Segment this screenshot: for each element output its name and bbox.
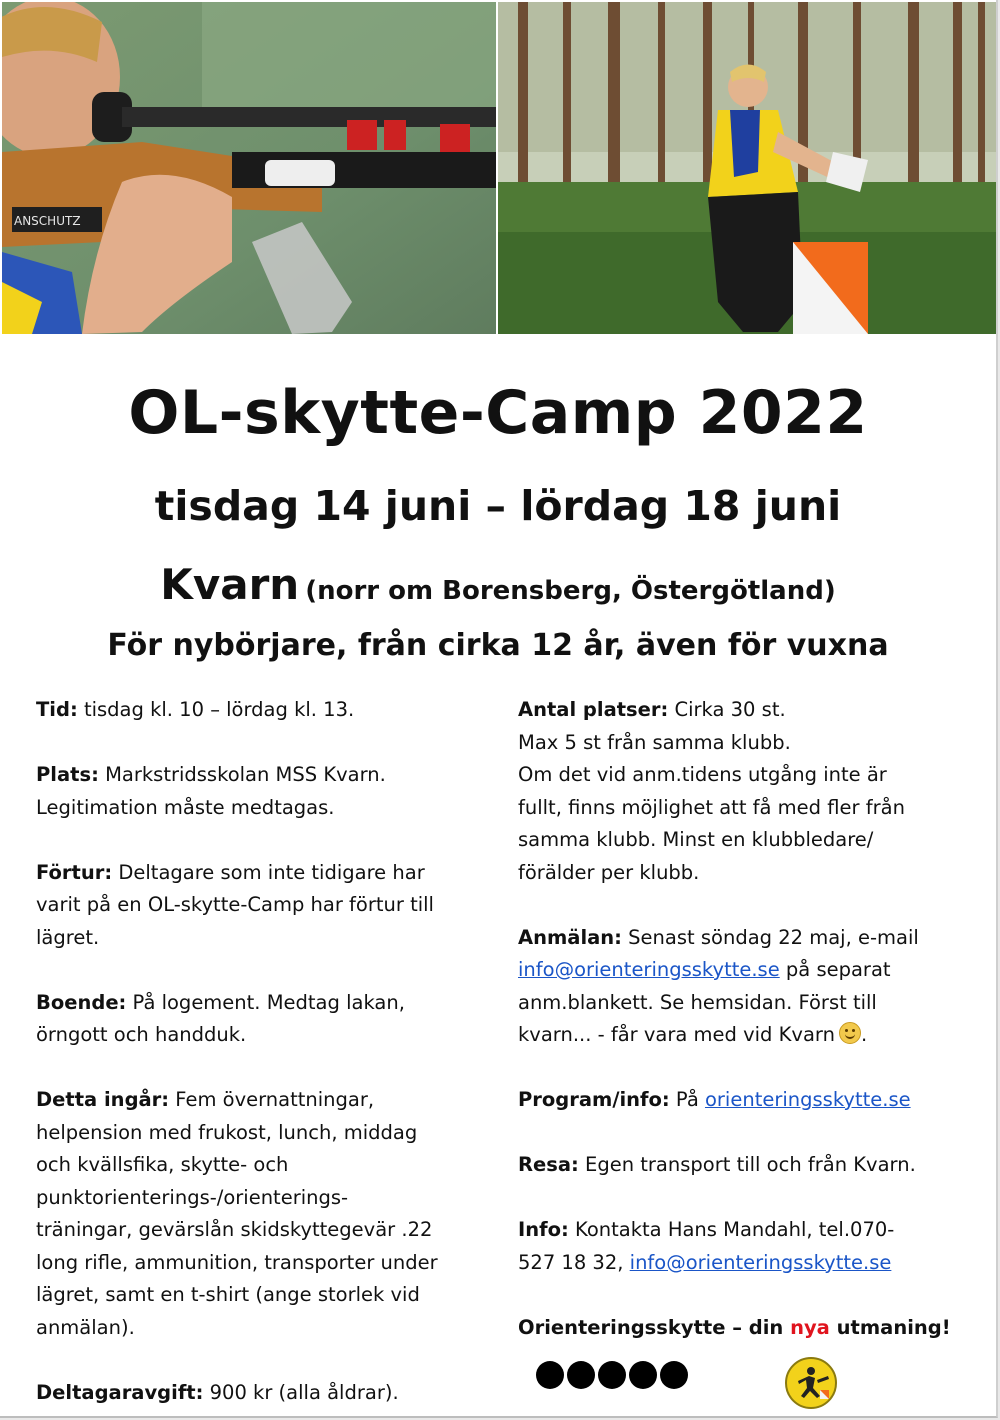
spots-text: Max 5 st från samma klubb. bbox=[518, 730, 791, 754]
fee-info bbox=[36, 1377, 496, 1410]
target-dot-icon bbox=[660, 1361, 688, 1389]
target-dot-icon bbox=[629, 1361, 657, 1389]
travel-label: Resa: bbox=[518, 1153, 579, 1176]
shooter-photo bbox=[2, 2, 496, 334]
registration-text: . bbox=[860, 1023, 868, 1046]
website-link[interactable]: orienteringsskytte.se bbox=[704, 1088, 911, 1111]
accommodation-text: örngott och handduk. bbox=[36, 1023, 247, 1046]
priority-text: varit på en OL-skytte-Camp har förtur till bbox=[36, 893, 434, 916]
included-text: träningar, gevärslån skidskyttegevär .22 bbox=[36, 1218, 433, 1241]
right-column bbox=[518, 694, 968, 1344]
rifle-brand-text: ANSCHUTZ bbox=[14, 214, 81, 228]
target-dots-icon bbox=[536, 1361, 688, 1389]
included-text: Fem övernattningar, bbox=[169, 1088, 375, 1111]
time-info bbox=[36, 694, 496, 727]
contact-email-link[interactable]: info@orienteringsskytte.se bbox=[629, 1250, 892, 1274]
venue-text: Markstridsskolan MSS Kvarn. bbox=[98, 763, 386, 786]
contact-label: Info: bbox=[518, 1218, 569, 1241]
accommodation-text: På logement. Medtag lakan, bbox=[126, 990, 405, 1014]
contact-info bbox=[518, 1214, 968, 1279]
target-audience: För nybörjare, från cirka 12 år, även för vuxna bbox=[107, 628, 889, 663]
included-label: Detta ingår: bbox=[36, 1088, 170, 1111]
registration-label: Anmälan: bbox=[518, 925, 622, 949]
priority-info bbox=[36, 857, 496, 955]
location-detail: (norr om Borensberg, Östergötland) bbox=[305, 576, 836, 606]
fee-text: 900 kr (alla åldrar). bbox=[203, 1380, 399, 1404]
spots-text: fullt, finns möjlighet att få med fler från bbox=[518, 795, 905, 819]
location-name: Kvarn bbox=[160, 560, 300, 609]
accommodation-label: Boende: bbox=[36, 990, 127, 1014]
spots-text: samma klubb. Minst en klubbledare/ bbox=[518, 828, 874, 851]
included-text: anmälan). bbox=[36, 1315, 135, 1339]
time-text: tisdag kl. 10 – lördag kl. 13. bbox=[77, 698, 355, 721]
travel-info bbox=[518, 1149, 968, 1182]
smiley-icon bbox=[839, 1022, 861, 1044]
event-dates: tisdag 14 juni – lördag 18 juni bbox=[154, 482, 842, 530]
target-dot-icon bbox=[567, 1361, 595, 1389]
contact-phone: 527 18 32, bbox=[518, 1250, 624, 1274]
orienteringsskytte-logo-icon bbox=[784, 1356, 838, 1410]
spots-info bbox=[518, 694, 968, 889]
program-label: Program/info: bbox=[518, 1088, 670, 1111]
program-info bbox=[518, 1084, 968, 1117]
spots-label: Antal platser: bbox=[518, 698, 669, 721]
venue-text: Legitimation måste medtagas. bbox=[36, 795, 335, 819]
contact-text: Kontakta Hans Mandahl, tel.070- bbox=[568, 1218, 895, 1241]
program-text: På bbox=[669, 1088, 705, 1111]
tagline-highlight: nya bbox=[790, 1315, 830, 1339]
registration-info bbox=[518, 922, 968, 1052]
registration-text: anm.blankett. Se hemsidan. Först till bbox=[518, 990, 877, 1014]
priority-text: lägret. bbox=[36, 925, 100, 949]
included-text: och kvällsfika, skytte- och bbox=[36, 1153, 289, 1176]
venue-label: Plats: bbox=[36, 763, 99, 786]
included-text: long rifle, ammunition, transporter under bbox=[36, 1250, 438, 1274]
included-text: helpension med frukost, lunch, middag bbox=[36, 1120, 418, 1144]
travel-text: Egen transport till och från Kvarn. bbox=[578, 1153, 916, 1176]
included-text: lägret, samt en t-shirt (ange storlek vid bbox=[36, 1283, 420, 1306]
fee-label: Deltagaravgift: bbox=[36, 1380, 204, 1404]
spots-text: Cirka 30 st. bbox=[668, 698, 786, 721]
spots-text: förälder per klubb. bbox=[518, 860, 700, 884]
tagline bbox=[518, 1312, 968, 1345]
priority-text: Deltagare som inte tidigare har bbox=[112, 860, 425, 884]
page-title: OL-skytte-Camp 2022 bbox=[128, 378, 868, 448]
priority-label: Förtur: bbox=[36, 860, 113, 884]
tagline-text: utmaning! bbox=[829, 1315, 951, 1339]
event-location bbox=[0, 560, 996, 609]
registration-text: kvarn... - får vara med vid Kvarn bbox=[518, 1023, 835, 1046]
venue-info bbox=[36, 759, 496, 824]
tagline-text: Orienteringsskytte – din bbox=[518, 1315, 791, 1339]
included-text: punktorienterings-/orienterings- bbox=[36, 1185, 349, 1209]
orienteering-image bbox=[498, 2, 996, 334]
target-dot-icon bbox=[598, 1361, 626, 1389]
time-label: Tid: bbox=[36, 698, 78, 721]
orienteering-photo bbox=[498, 2, 996, 334]
accommodation-info bbox=[36, 987, 496, 1052]
left-column bbox=[36, 694, 496, 1418]
registration-email-link[interactable]: info@orienteringsskytte.se bbox=[518, 958, 780, 981]
registration-text: på separat bbox=[779, 958, 891, 981]
shooter-image bbox=[2, 2, 496, 334]
included-info bbox=[36, 1084, 496, 1344]
target-dot-icon bbox=[536, 1361, 564, 1389]
spots-text: Om det vid anm.tidens utgång inte är bbox=[518, 763, 887, 786]
registration-text: Senast söndag 22 maj, e-mail bbox=[621, 925, 919, 949]
